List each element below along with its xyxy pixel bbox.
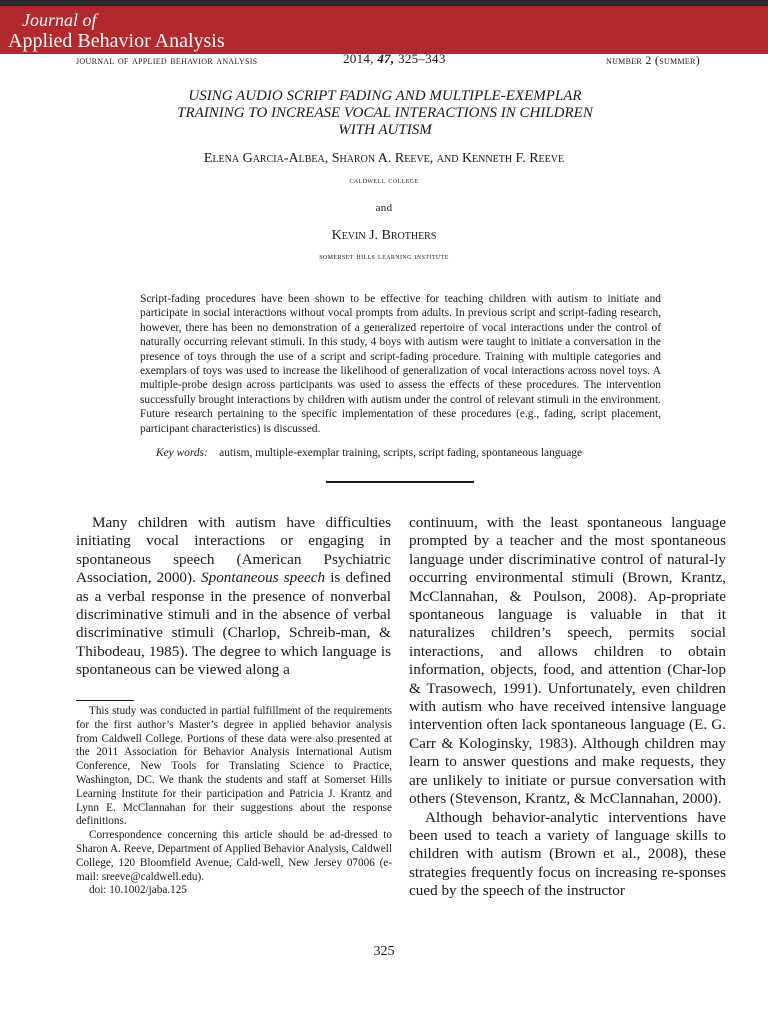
footnote-correspondence: Correspondence concerning this article should be ad-dressed to Sharon A. Reeve, Department of Applied Behavior Analysis, Caldwell College, 120 Bloomfield Avenue, Cald-well, New Jersey 07006 (e-mail: sreeve@caldwell.edu).	[76, 829, 392, 883]
citation-year: 2014,	[343, 51, 374, 66]
affiliation-2: somerset hills learning institute	[319, 251, 449, 261]
body-paragraph: continuum, with the least spontaneous language prompted by a teacher and the most spontaneous language under discriminative control of natural-ly occurring environmental stimuli (Brown, Krantz, McClannahan, & Poulson, 2008). Ap-propriate spontaneous language is valuable in that it naturalizes children’s speech, permits social interactions, and allows children to obtain information, objects, food, and attention (Char-lop & Trasowech, 1991). Unfortunately, even children with autism who have received intensive language intervention often lack spontaneous language (E. G. Carr & Kologinsky, 1983). Although children may learn to answer questions and make requests, they are unlikely to initiate or pursue conversation with others (Stevenson, Krantz, & McClannahan, 2000).	[409, 514, 726, 808]
running-head-issue: number 2 (summer)	[606, 53, 700, 67]
author-list-1: Elena Garcia-Albea, Sharon A. Reeve, and Kenneth F. Reeve	[203, 151, 565, 166]
journal-logo-line1: Journal of	[22, 10, 97, 30]
keywords-label: Key words:	[156, 447, 208, 459]
citation-volume: 47,	[377, 51, 395, 66]
keywords-list: autism, multiple-exemplar training, scripts, script fading, spontaneous language	[219, 447, 583, 459]
footnote-acknowledgment: This study was conducted in partial fulfillment of the requirements for the first author’s Master’s degree in applied behavior analysis from Caldwell College. Portions of these data were also presented at the 2011 Association for Behavior Analysis International Autism Conference, New Tools for Translating Science to Practice, Washington, DC. We thank the students and staff at Somerset Hills Learning Institute for their participation and Patricia J. Krantz and Lynn E. McClannahan for their suggestions about the response definitions.	[76, 705, 392, 828]
running-head	[0, 53, 768, 67]
body-column-left	[76, 514, 391, 680]
journal-banner	[0, 6, 768, 54]
page-number: 325	[373, 944, 395, 959]
journal-logo-line2: Applied Behavior Analysis	[8, 30, 225, 52]
body-text: Many children with autism have difficulties initiating vocal interactions or engaging in spontaneous speech (American Psychiatric Association, 2000).	[76, 514, 391, 587]
footnotes	[76, 705, 392, 898]
author-and: and	[375, 202, 393, 214]
author-list-2: Kevin J. Brothers	[331, 228, 437, 243]
running-head-journal: journal of applied behavior analysis	[76, 53, 258, 67]
footnote-doi: doi: 10.1002/jaba.125	[89, 884, 187, 897]
body-emphasis: Spontaneous speech	[201, 569, 326, 587]
body-column-right	[409, 514, 726, 901]
affiliation-1: caldwell college	[349, 175, 419, 185]
running-head-citation	[343, 51, 446, 67]
citation-pages: 325–343	[398, 51, 446, 66]
body-paragraph	[76, 514, 391, 680]
abstract: Script-fading procedures have been shown to be effective for teaching children with autism to initiate and participate in social interactions without vocal prompts from adults. In previous script and script-fading research, however, there has been no demonstration of a generalized repertoire of vocal interactions under the control of naturally occurring relevant stimuli. In this study, 4 boys with autism were taught to initiate a conversation in the presence of toys through the use of a script and script-fading procedure. Training with multiple categories and exemplars of toys was used to increase the likelihood of generalization of vocal interactions across novel toys. A multiple-probe design across participants was used to assess the effects of these procedures. The intervention successfully brought interactions by children with autism under the control of relevant stimuli in the environment. Future research pertaining to the specific implementation of these procedures (e.g., fading, script placement, participant characteristics) is discussed.	[140, 293, 661, 435]
article-title: USING AUDIO SCRIPT FADING AND MULTIPLE-EXEMPLAR TRAINING TO INCREASE VOCAL INTERACTIONS IN CHILDREN WITH AUTISM	[177, 88, 593, 138]
body-text: is defined as a verbal response in the presence of nonverbal discriminative stimuli and in the absence of verbal discriminative stimuli (Charlop, Schreib-man, & Thibodeau, 1985). The degree to which language is spontaneous can be viewed along a	[76, 569, 391, 679]
footnote-rule	[76, 700, 134, 701]
body-paragraph: Although behavior-analytic interventions have been used to teach a variety of language skills to children with autism (Brown et al., 2008), these strategies frequently focus on increasing re-sponses cued by the speech of the instructor	[409, 808, 726, 900]
keywords	[156, 447, 676, 459]
section-divider	[326, 481, 474, 483]
